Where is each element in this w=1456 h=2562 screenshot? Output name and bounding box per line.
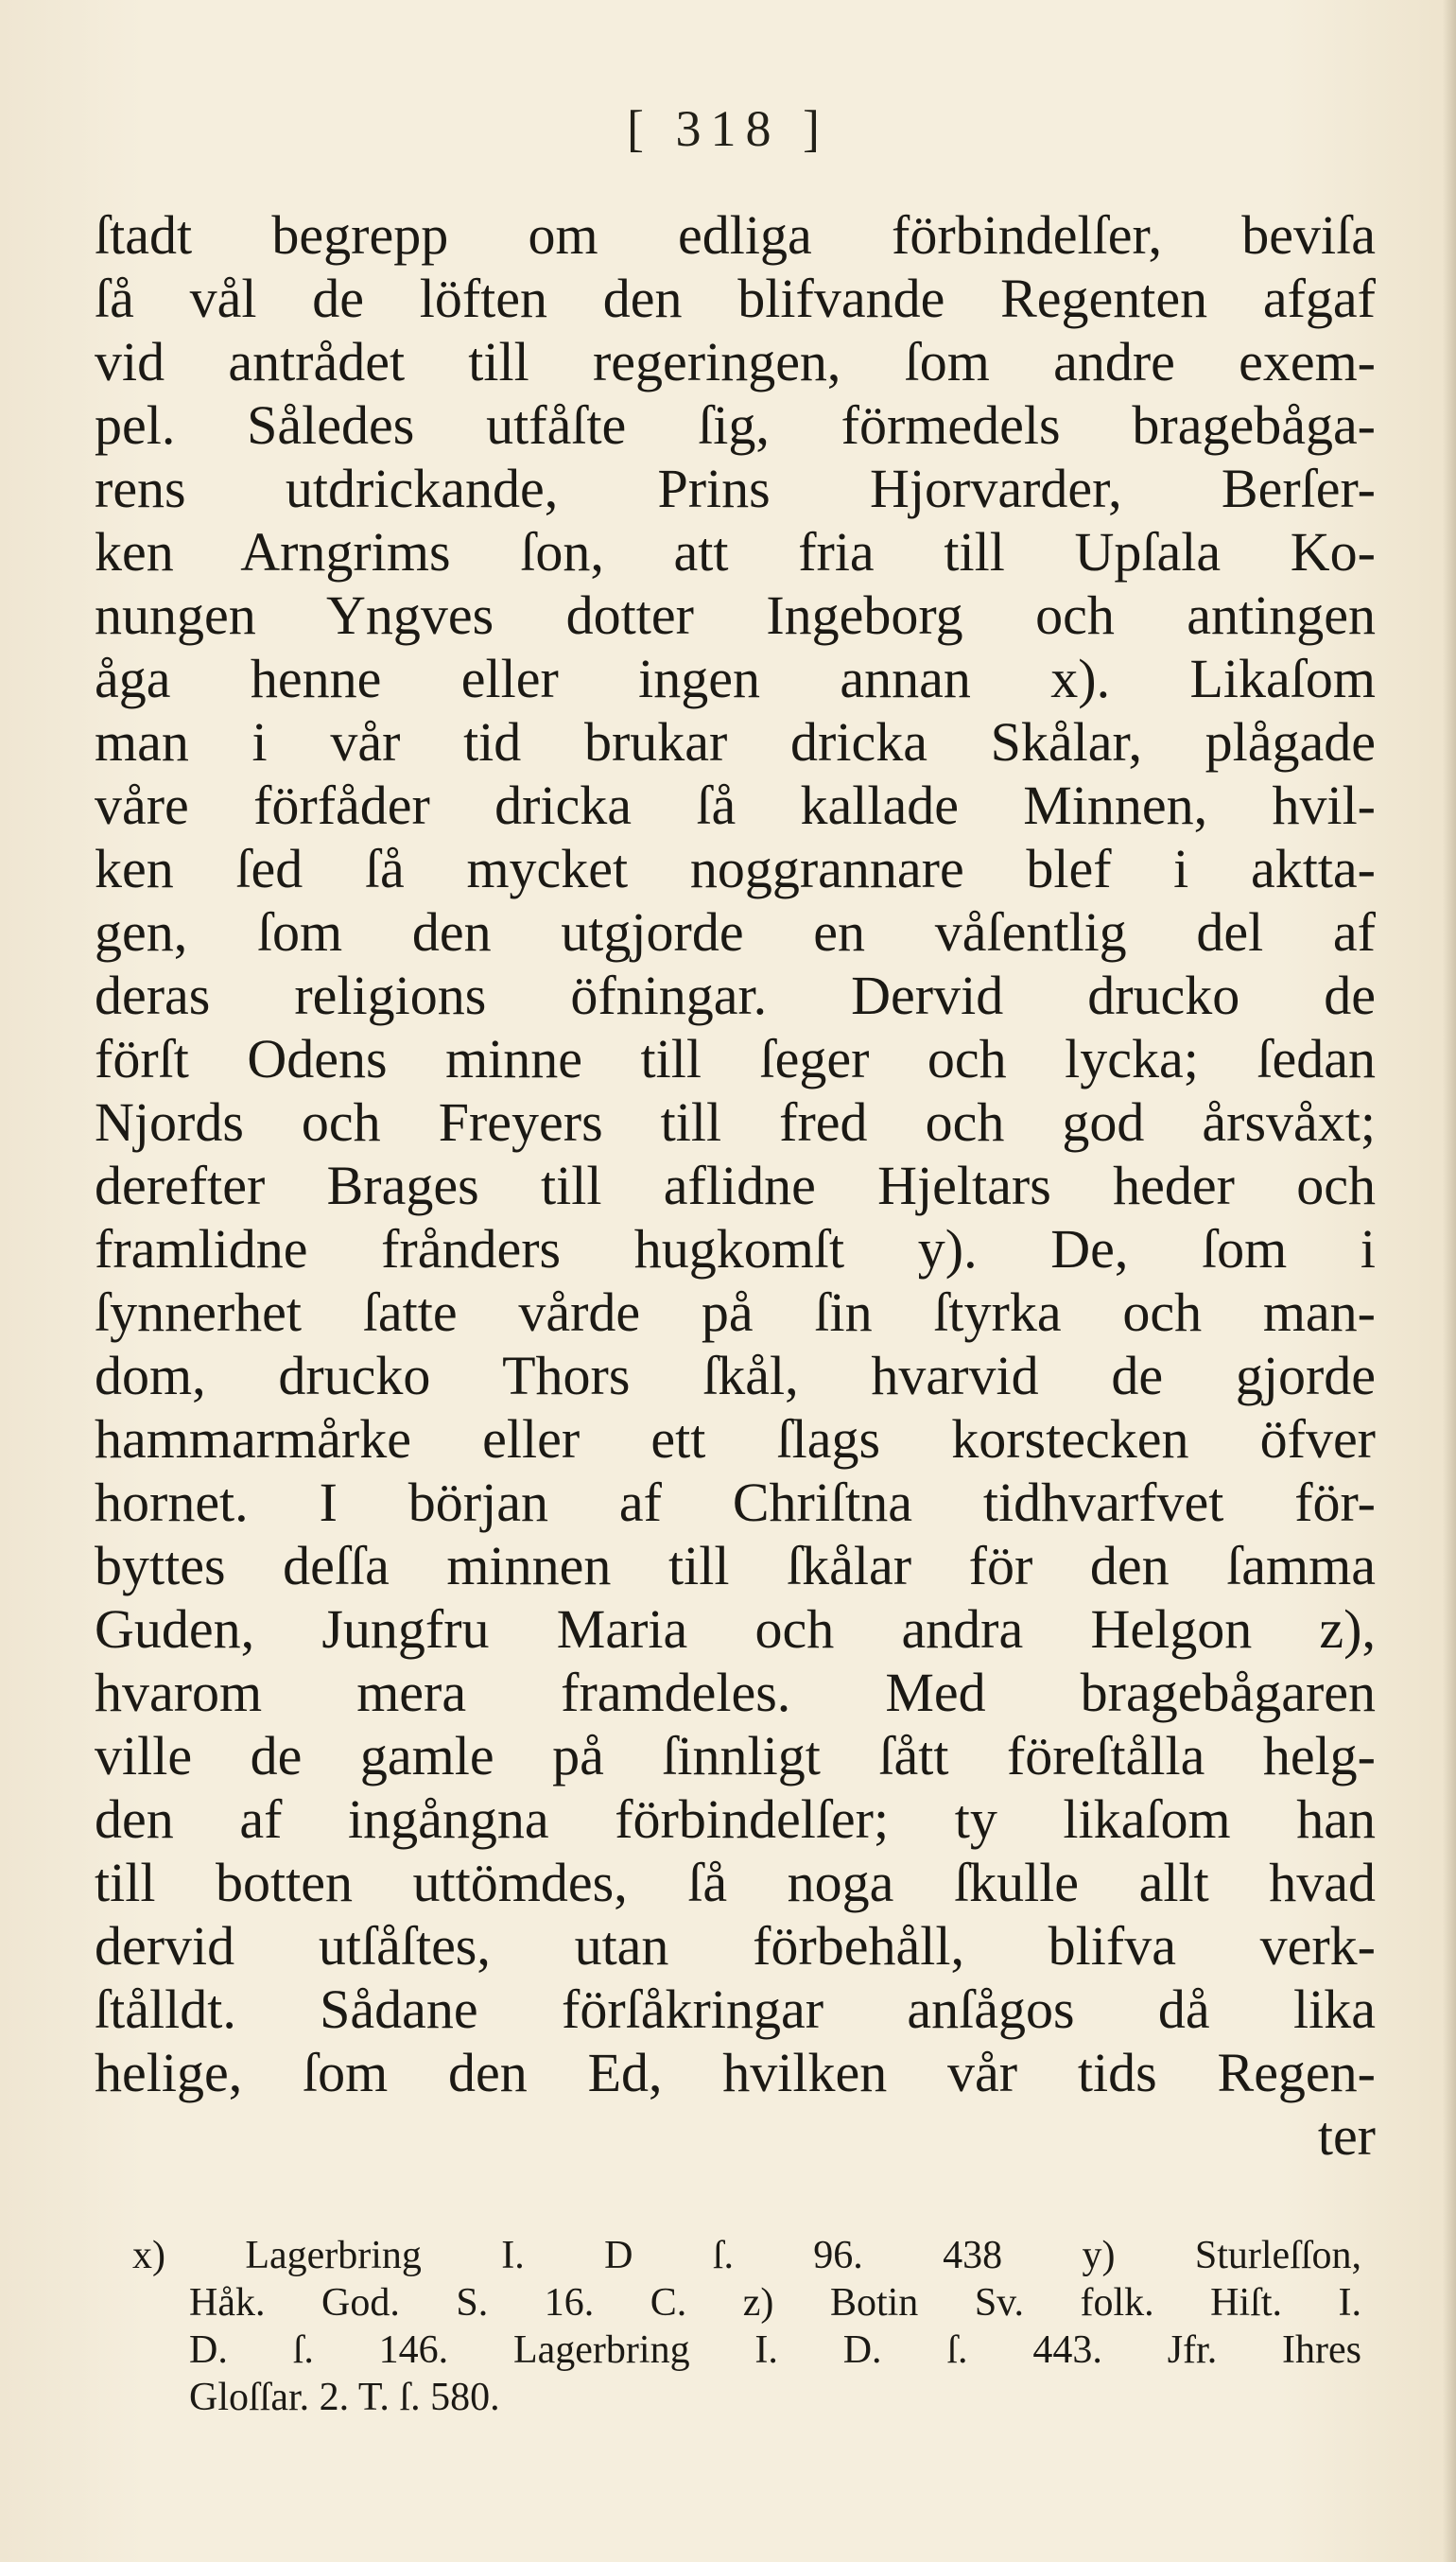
text-line: ken Arngrims ſon, att fria till Upſala Ko-	[95, 521, 1376, 583]
text-line: våre förfåder dricka ſå kallade Minnen, hvil-	[95, 775, 1376, 836]
text-line: ſynnerhet ſatte vårde på ſin ſtyrka och man-	[95, 1281, 1376, 1343]
text-line: gen, ſom den utgjorde en våſentlig del af	[95, 901, 1376, 963]
text-line: Guden, Jungfru Maria och andra Helgon z),	[95, 1598, 1376, 1660]
text-line: byttes deſſa minnen till ſkålar för den ſamma	[95, 1535, 1376, 1596]
text-line: derefter Brages till aflidne Hjeltars heder och	[95, 1155, 1376, 1216]
footnote-line: D. ſ. 146. Lagerbring I. D. ſ. 443. Jfr. Ihres	[189, 2328, 1361, 2372]
page-number: [ 318 ]	[627, 100, 829, 157]
text-line: dom, drucko Thors ſkål, hvarvid de gjorde	[95, 1345, 1376, 1406]
main-text	[95, 203, 1376, 2168]
text-line: hvarom mera framdeles. Med bragebågaren	[95, 1662, 1376, 1723]
text-line: ſå vål de löften den blifvande Regenten afgaf	[95, 268, 1376, 329]
text-line: nungen Yngves dotter Ingeborg och antingen	[95, 584, 1376, 646]
text-line: rens utdrickande, Prins Hjorvarder, Berſer-	[95, 458, 1376, 519]
text-line: dervid utſåſtes, utan förbehåll, blifva verk-	[95, 1915, 1376, 1977]
text-line: helige, ſom den Ed, hvilken vår tids Regen-	[95, 2042, 1376, 2103]
catchword: ter	[1317, 2105, 1376, 2167]
text-line: hammarmårke eller ett ſlags korstecken öfver	[95, 1408, 1376, 1470]
text-line: ſtålldt. Sådane förſåkringar anſågos då lika	[95, 1978, 1376, 2040]
text-line: vid antrådet till regeringen, ſom andre exem-	[95, 331, 1376, 392]
footnotes	[132, 2232, 1361, 2421]
footnote-line: Gloſſar. 2. T. ſ. 580.	[189, 2376, 500, 2419]
text-line: förſt Odens minne till ſeger och lycka; ſedan	[95, 1028, 1376, 1089]
text-line: den af ingångna förbindelſer; ty likaſom han	[95, 1788, 1376, 1850]
footnote-line: Håk. God. S. 16. C. z) Botin Sv. folk. Hiſt. I.	[189, 2281, 1361, 2325]
text-line: ville de gamle på ſinnligt ſått föreſtålla helg-	[95, 1725, 1376, 1786]
text-line: ken ſed ſå mycket noggrannare blef i aktta-	[95, 838, 1376, 899]
text-line: pel. Således utfåſte ſig, förmedels bragebåga-	[95, 394, 1376, 456]
text-line: åga henne eller ingen annan x). Likaſom	[95, 648, 1376, 709]
text-line: hornet. I början af Chriſtna tidhvarfvet för-	[95, 1472, 1376, 1533]
page-edge-shadow	[1443, 0, 1456, 2562]
text-line: Njords och Freyers till fred och god årsvåxt;	[95, 1091, 1376, 1153]
text-line: ſtadt begrepp om edliga förbindelſer, beviſa	[95, 204, 1376, 266]
text-line: framlidne frånders hugkomſt y). De, ſom i	[95, 1218, 1376, 1280]
text-line: till botten uttömdes, ſå noga ſkulle allt hvad	[95, 1852, 1376, 1913]
text-line: man i vår tid brukar dricka Skålar, plågade	[95, 711, 1376, 773]
text-line: deras religions öfningar. Dervid drucko de	[95, 965, 1376, 1026]
footnote-line: x) Lagerbring I. D ſ. 96. 438 y) Sturleſſon,	[132, 2234, 1361, 2277]
